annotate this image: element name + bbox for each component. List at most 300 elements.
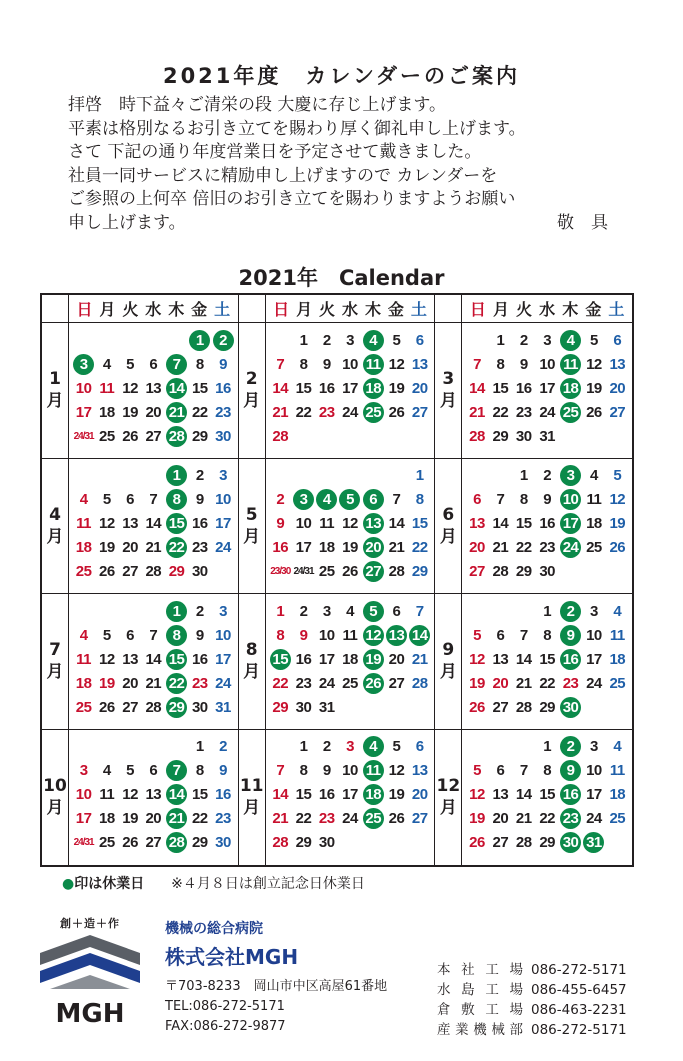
day-cell — [559, 649, 582, 670]
day-cell — [512, 489, 535, 510]
weekday-label: 土 — [410, 300, 427, 319]
weekday-row — [462, 297, 632, 320]
day-number: 10 — [295, 515, 312, 532]
day-cell — [535, 489, 558, 510]
week-row — [269, 376, 432, 400]
day-cell — [559, 489, 582, 510]
day-cell — [489, 673, 512, 694]
day-number: 24 — [215, 539, 231, 556]
day-number: 21 — [166, 808, 187, 829]
day-number: 29 — [168, 563, 185, 580]
day-number: 27 — [145, 834, 162, 851]
day-number: 11 — [363, 760, 384, 781]
greeting-line: 申し上げます。 — [68, 212, 186, 233]
day-number: 26 — [363, 673, 384, 694]
day-cell — [95, 513, 118, 534]
day-number: 1 — [166, 601, 187, 622]
day-cell — [362, 537, 385, 558]
week-row — [72, 671, 235, 695]
logo-text: MGH — [55, 999, 125, 1029]
day-number: 24/31 — [73, 430, 94, 442]
day-cell — [385, 402, 408, 423]
day-number: 7 — [276, 762, 285, 779]
day-cell — [292, 736, 315, 757]
day-cell — [315, 537, 338, 558]
day-cell — [606, 601, 629, 622]
month-label: 4 月 — [42, 459, 69, 594]
day-cell — [465, 513, 488, 534]
day-number: 9 — [543, 491, 552, 508]
weekday-label: 金 — [585, 300, 602, 319]
day-cell — [292, 760, 315, 781]
page-title: 2021年度 カレンダーのご案内 — [162, 64, 521, 88]
month-weeks — [69, 594, 238, 729]
plant-phone: 086-272-5171 — [531, 962, 627, 978]
day-number: 5 — [339, 489, 360, 510]
day-cell — [465, 426, 488, 447]
plant-phone: 086-463-2231 — [531, 1002, 627, 1018]
week-row — [465, 488, 629, 512]
day-number: 9 — [219, 762, 227, 779]
day-number: 30 — [539, 563, 555, 580]
weekday-header — [42, 295, 239, 323]
day-cell — [385, 649, 408, 670]
day-cell — [165, 489, 188, 510]
day-number: 7 — [415, 602, 424, 620]
day-number: 28 — [145, 563, 162, 580]
day-cell — [188, 354, 211, 375]
day-number: 20 — [388, 650, 405, 668]
day-number: 3 — [293, 489, 314, 510]
plant-row — [437, 1000, 627, 1020]
weekday-label: 日 — [273, 300, 290, 319]
day-cell — [559, 832, 582, 853]
day-cell — [582, 354, 605, 375]
day-number: 12 — [122, 786, 138, 803]
day-number: 8 — [195, 762, 204, 779]
calendar-grid — [40, 293, 634, 867]
day-number: 10 — [75, 786, 92, 803]
week-row — [269, 623, 432, 647]
day-number: 19 — [469, 810, 485, 827]
day-cell — [535, 736, 558, 757]
day-number: 28 — [411, 674, 428, 692]
day-cell — [95, 760, 118, 781]
day-number: 14 — [388, 515, 405, 532]
day-number: 9 — [560, 625, 581, 646]
day-number: 9 — [219, 355, 227, 373]
day-cell — [535, 832, 558, 853]
day-cell — [95, 784, 118, 805]
day-cell — [512, 537, 535, 558]
day-number: 29 — [492, 427, 509, 445]
month-block — [239, 459, 436, 595]
day-number: 21 — [145, 539, 162, 556]
week-row — [269, 424, 432, 448]
day-number: 19 — [388, 786, 405, 803]
day-number: 21 — [515, 810, 532, 827]
day-number: 8 — [195, 355, 204, 373]
day-cell — [559, 601, 582, 622]
day-cell — [489, 808, 512, 829]
company-name: 株式会社MGH — [165, 945, 299, 969]
day-cell — [582, 808, 605, 829]
day-number: 24 — [318, 674, 335, 692]
day-cell — [582, 832, 605, 853]
day-cell — [165, 808, 188, 829]
day-cell — [188, 489, 211, 510]
day-cell — [118, 537, 141, 558]
day-cell — [211, 378, 234, 399]
day-number: 10 — [215, 491, 231, 508]
day-number: 17 — [539, 379, 555, 397]
day-cell — [118, 561, 141, 582]
day-number: 20 — [411, 379, 428, 397]
day-cell — [188, 378, 211, 399]
day-cell — [362, 378, 385, 399]
day-number: 11 — [99, 379, 115, 397]
weekday-label: 月 — [296, 300, 313, 319]
day-number: 21 — [469, 403, 485, 421]
day-cell — [408, 513, 431, 534]
day-number: 24 — [586, 810, 602, 827]
week-row — [72, 735, 235, 759]
day-number: 25 — [363, 402, 384, 423]
day-cell — [188, 330, 211, 351]
day-cell — [512, 673, 535, 694]
day-cell — [338, 402, 361, 423]
day-cell — [535, 465, 558, 486]
day-number: 16 — [560, 649, 581, 670]
day-number: 20 — [145, 810, 162, 827]
day-number: 20 — [492, 674, 509, 692]
day-number: 27 — [122, 698, 138, 716]
day-number: 1 — [415, 467, 424, 484]
day-cell — [465, 760, 488, 781]
day-number: 19 — [122, 403, 138, 421]
day-number: 25 — [99, 427, 115, 445]
day-cell — [489, 784, 512, 805]
day-number: 21 — [411, 650, 428, 668]
week-row — [465, 831, 629, 855]
day-cell — [269, 760, 292, 781]
week-row — [465, 759, 629, 783]
day-number: 26 — [388, 403, 405, 421]
day-number: 20 — [363, 537, 384, 558]
day-number: 7 — [276, 355, 285, 373]
day-number: 17 — [295, 539, 312, 556]
day-cell — [606, 625, 629, 646]
day-number: 16 — [539, 515, 555, 532]
logo-motto: 創＋造＋作 — [60, 917, 120, 930]
day-number: 12 — [609, 491, 626, 508]
day-cell — [292, 537, 315, 558]
week-row — [72, 536, 235, 560]
day-number: 30 — [515, 427, 532, 445]
company-info — [165, 918, 387, 1037]
day-number: 25 — [560, 402, 581, 423]
day-cell — [188, 673, 211, 694]
day-number: 18 — [318, 539, 335, 556]
day-cell — [188, 760, 211, 781]
day-cell — [465, 402, 488, 423]
month-block — [42, 730, 239, 866]
day-cell — [535, 537, 558, 558]
day-number: 7 — [473, 355, 481, 373]
day-cell — [118, 378, 141, 399]
day-number: 7 — [166, 354, 187, 375]
day-number: 27 — [122, 563, 138, 580]
day-cell — [408, 330, 431, 351]
day-number: 22 — [166, 673, 187, 694]
day-number: 15 — [295, 379, 312, 397]
day-number: 28 — [469, 427, 485, 445]
day-number: 13 — [122, 650, 138, 668]
month-block — [239, 730, 436, 866]
day-cell — [362, 736, 385, 757]
day-number: 2 — [322, 331, 331, 349]
day-cell — [606, 649, 629, 670]
week-row — [465, 599, 629, 623]
day-number: 26 — [99, 698, 115, 716]
day-number: 2 — [195, 467, 204, 484]
day-number: 23 — [215, 810, 231, 827]
month-weeks — [462, 730, 632, 866]
day-number: 11 — [99, 786, 115, 803]
weekday-label: 木 — [364, 300, 381, 319]
day-cell — [606, 465, 629, 486]
day-cell — [489, 649, 512, 670]
month-weeks — [266, 730, 435, 866]
day-cell — [292, 489, 315, 510]
day-number: 17 — [586, 786, 602, 803]
calendar-title: 2021年 Calendar — [238, 266, 445, 290]
day-number: 18 — [586, 515, 602, 532]
week-row — [72, 623, 235, 647]
day-cell — [385, 378, 408, 399]
day-cell — [269, 697, 292, 718]
day-cell — [165, 832, 188, 853]
day-cell — [269, 378, 292, 399]
day-number: 1 — [496, 331, 505, 349]
day-cell — [408, 465, 431, 486]
day-number: 14 — [145, 650, 162, 668]
day-cell — [606, 808, 629, 829]
day-number: 26 — [99, 563, 115, 580]
week-row — [269, 671, 432, 695]
weekday-label: 水 — [145, 300, 162, 319]
day-cell — [165, 402, 188, 423]
greeting-letter — [68, 94, 628, 235]
month-label: 12 月 — [435, 730, 462, 866]
day-number: 22 — [295, 810, 312, 827]
day-cell — [118, 489, 141, 510]
day-number: 18 — [75, 539, 92, 556]
day-cell — [338, 649, 361, 670]
day-number: 1 — [299, 738, 308, 755]
day-number: 2 — [219, 738, 227, 755]
day-cell — [512, 513, 535, 534]
plant-name: 倉敷工場 — [437, 1002, 523, 1018]
day-number: 15 — [515, 515, 532, 532]
day-cell — [582, 625, 605, 646]
day-number: 23 — [318, 403, 335, 421]
day-cell — [72, 513, 95, 534]
week-row — [465, 560, 629, 584]
day-cell — [512, 330, 535, 351]
day-number: 16 — [515, 379, 532, 397]
week-row — [269, 783, 432, 807]
day-number: 11 — [586, 491, 602, 508]
day-number: 2 — [543, 467, 552, 484]
day-number: 14 — [409, 625, 430, 646]
day-cell — [95, 426, 118, 447]
day-cell — [188, 601, 211, 622]
day-number: 17 — [586, 650, 602, 668]
day-cell — [465, 673, 488, 694]
day-number: 17 — [215, 515, 231, 532]
day-cell — [118, 832, 141, 853]
day-number: 22 — [166, 537, 187, 558]
day-cell — [362, 354, 385, 375]
weekday-label: 日 — [76, 300, 93, 319]
day-cell — [535, 426, 558, 447]
week-row — [269, 488, 432, 512]
day-cell — [142, 537, 165, 558]
plant-name: 産業機械部 — [437, 1022, 523, 1038]
day-number: 21 — [145, 674, 162, 692]
day-number: 6 — [392, 602, 401, 620]
day-number: 3 — [219, 602, 227, 620]
day-cell — [292, 784, 315, 805]
closed-marker-icon: ● — [62, 876, 75, 892]
day-number: 14 — [145, 515, 162, 532]
day-cell — [606, 784, 629, 805]
day-cell — [142, 808, 165, 829]
day-number: 10 — [539, 355, 555, 373]
day-cell — [142, 402, 165, 423]
weekday-label: 土 — [608, 300, 625, 319]
day-cell — [142, 489, 165, 510]
weekday-row — [266, 297, 435, 320]
day-number: 12 — [99, 650, 115, 668]
day-number: 10 — [318, 626, 335, 644]
day-number: 2 — [519, 331, 528, 349]
day-number: 29 — [295, 834, 312, 851]
day-number: 11 — [76, 650, 92, 668]
day-number: 30 — [318, 834, 335, 851]
day-number: 9 — [195, 491, 204, 508]
day-cell — [408, 354, 431, 375]
day-number: 7 — [392, 491, 401, 508]
day-cell — [315, 649, 338, 670]
day-number: 3 — [346, 738, 354, 755]
day-cell — [211, 601, 234, 622]
week-row — [465, 671, 629, 695]
day-cell — [188, 649, 211, 670]
day-number: 18 — [363, 784, 384, 805]
day-number: 3 — [73, 354, 94, 375]
month-block — [42, 323, 239, 459]
day-number: 26 — [122, 834, 138, 851]
day-cell — [269, 673, 292, 694]
week-row — [269, 400, 432, 424]
day-cell — [95, 808, 118, 829]
week-row — [269, 695, 432, 719]
day-cell — [385, 537, 408, 558]
day-cell — [465, 784, 488, 805]
day-cell — [559, 378, 582, 399]
day-cell — [292, 649, 315, 670]
day-cell — [118, 426, 141, 447]
day-cell — [72, 354, 95, 375]
day-cell — [142, 832, 165, 853]
day-number: 19 — [469, 674, 485, 692]
day-number: 8 — [276, 626, 285, 644]
day-cell — [338, 601, 361, 622]
day-number: 31 — [539, 427, 555, 445]
day-number: 4 — [363, 736, 384, 757]
day-cell — [385, 625, 408, 646]
day-number: 4 — [613, 602, 622, 620]
day-number: 4 — [79, 491, 88, 508]
day-cell — [315, 784, 338, 805]
day-number: 30 — [295, 698, 312, 716]
plant-list — [437, 960, 627, 1040]
day-cell — [535, 402, 558, 423]
day-cell — [512, 465, 535, 486]
week-row — [72, 352, 235, 376]
weekday-label: 月 — [99, 300, 116, 319]
day-cell — [95, 354, 118, 375]
day-number: 6 — [126, 491, 134, 508]
day-cell — [606, 673, 629, 694]
day-cell — [269, 784, 292, 805]
day-number: 16 — [215, 786, 231, 803]
day-cell — [95, 832, 118, 853]
day-number: 18 — [75, 674, 92, 692]
day-number: 15 — [295, 786, 312, 803]
day-number: 20 — [122, 539, 138, 556]
day-number: 11 — [363, 354, 384, 375]
day-number: 6 — [149, 762, 158, 779]
day-number: 8 — [543, 762, 552, 779]
day-cell — [408, 537, 431, 558]
day-number: 21 — [272, 810, 289, 827]
greeting-line: 拝啓 時下益々ご清栄の段 大慶に存じ上げます。 — [68, 95, 447, 115]
day-cell — [72, 561, 95, 582]
weekday-label: 土 — [214, 300, 231, 319]
day-number: 14 — [515, 786, 532, 803]
week-row — [72, 488, 235, 512]
day-number: 15 — [539, 786, 555, 803]
day-number: 3 — [79, 762, 88, 779]
day-cell — [118, 402, 141, 423]
day-cell — [512, 402, 535, 423]
day-number: 25 — [609, 810, 626, 827]
day-cell — [338, 513, 361, 534]
day-number: 16 — [295, 650, 312, 668]
day-number: 9 — [560, 760, 581, 781]
month-label: 1 月 — [42, 323, 69, 458]
day-number: 7 — [519, 762, 528, 779]
month-block — [435, 594, 632, 730]
day-number: 5 — [473, 626, 481, 644]
day-cell — [315, 736, 338, 757]
day-number: 29 — [539, 834, 555, 851]
day-cell — [338, 625, 361, 646]
company-fax: FAX:086-272-9877 — [165, 1019, 286, 1034]
